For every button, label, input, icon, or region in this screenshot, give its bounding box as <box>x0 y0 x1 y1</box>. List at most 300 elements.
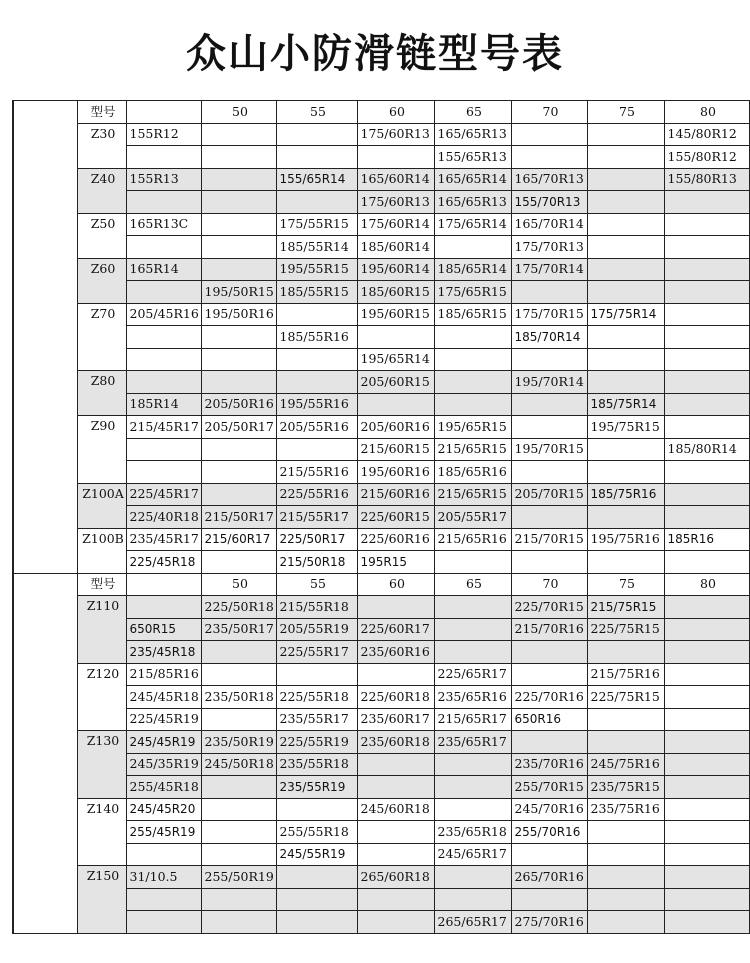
size-cell <box>664 821 749 844</box>
size-cell: 165R14 <box>126 258 201 281</box>
header-cell <box>126 101 201 124</box>
size-cell <box>434 641 511 664</box>
size-cell <box>201 326 276 349</box>
size-cell <box>357 821 434 844</box>
size-cell <box>434 326 511 349</box>
size-cell: 255/45R19 <box>126 821 201 844</box>
size-cell: 225/50R17 <box>276 528 357 551</box>
size-cell <box>664 551 749 574</box>
size-cell: 185/55R15 <box>276 281 357 304</box>
size-cell <box>201 461 276 484</box>
size-cell: 245/45R20 <box>126 798 201 821</box>
size-cell <box>357 888 434 911</box>
size-cell <box>126 146 201 169</box>
size-cell: 175/60R13 <box>357 123 434 146</box>
size-cell: 225/60R17 <box>357 618 434 641</box>
size-cell <box>587 708 664 731</box>
size-cell <box>664 213 749 236</box>
size-cell: 175/65R15 <box>434 281 511 304</box>
table-row <box>13 731 749 754</box>
size-cell <box>664 236 749 259</box>
size-cell <box>434 551 511 574</box>
size-cell: 255/70R15 <box>511 776 587 799</box>
size-cell: 205/55R19 <box>276 618 357 641</box>
size-cell: 165/70R14 <box>511 213 587 236</box>
size-cell <box>587 236 664 259</box>
size-cell <box>276 911 357 934</box>
header-cell: 65 <box>434 101 511 124</box>
size-cell: 225/45R17 <box>126 483 201 506</box>
size-cell <box>357 326 434 349</box>
size-cell <box>126 236 201 259</box>
size-cell: 215/60R16 <box>357 483 434 506</box>
size-cell: 205/50R17 <box>201 416 276 439</box>
size-cell: 245/50R18 <box>201 753 276 776</box>
table-row <box>13 866 749 889</box>
size-cell <box>276 191 357 214</box>
size-cell <box>201 236 276 259</box>
size-cell <box>126 191 201 214</box>
size-cell <box>587 191 664 214</box>
size-cell <box>664 843 749 866</box>
size-cell <box>201 798 276 821</box>
size-cell: 175/60R13 <box>357 191 434 214</box>
header-cell: 60 <box>357 101 434 124</box>
size-cell <box>664 281 749 304</box>
size-cell: 235/55R17 <box>276 708 357 731</box>
size-cell <box>587 371 664 394</box>
size-cell: 175/65R14 <box>434 213 511 236</box>
size-cell: 185/70R14 <box>511 326 587 349</box>
size-cell: 165/60R14 <box>357 168 434 191</box>
size-cell <box>201 483 276 506</box>
size-cell: 235/50R18 <box>201 686 276 709</box>
header-cell: 70 <box>511 573 587 596</box>
size-cell <box>587 506 664 529</box>
size-cell <box>201 708 276 731</box>
table-row <box>13 528 749 551</box>
size-cell: 225/75R15 <box>587 618 664 641</box>
size-cell: 31/10.5 <box>126 866 201 889</box>
size-cell: 185/60R14 <box>357 236 434 259</box>
size-cell: 185/65R15 <box>434 303 511 326</box>
size-cell <box>357 596 434 619</box>
size-cell: 185/65R16 <box>434 461 511 484</box>
size-cell: 175/70R13 <box>511 236 587 259</box>
size-cell <box>587 821 664 844</box>
size-cell <box>126 843 201 866</box>
size-cell <box>587 888 664 911</box>
model-header: 型号 <box>77 101 126 124</box>
size-cell <box>587 281 664 304</box>
size-cell: 195/60R14 <box>357 258 434 281</box>
size-cell: 155/65R13 <box>434 146 511 169</box>
size-cell: 205/45R16 <box>126 303 201 326</box>
model-cell: Z110 <box>77 596 126 664</box>
size-cell: 215/75R16 <box>587 663 664 686</box>
size-cell <box>276 123 357 146</box>
size-cell <box>201 641 276 664</box>
size-cell <box>126 911 201 934</box>
size-cell: 215/65R15 <box>434 483 511 506</box>
size-cell: 195/50R16 <box>201 303 276 326</box>
table-row <box>13 798 749 821</box>
header-row <box>13 101 749 124</box>
header-cell: 80 <box>664 573 749 596</box>
size-cell <box>664 686 749 709</box>
size-cell <box>276 866 357 889</box>
size-cell: 195/70R15 <box>511 438 587 461</box>
size-cell: 275/70R16 <box>511 911 587 934</box>
size-cell <box>587 168 664 191</box>
size-cell: 215/45R17 <box>126 416 201 439</box>
size-cell: 195/70R14 <box>511 371 587 394</box>
size-cell <box>201 258 276 281</box>
size-cell <box>664 798 749 821</box>
size-cell <box>587 213 664 236</box>
size-cell: 255/50R19 <box>201 866 276 889</box>
size-cell <box>587 258 664 281</box>
size-cell <box>664 663 749 686</box>
size-cell <box>511 506 587 529</box>
chain-size-table <box>12 100 750 934</box>
size-cell: 185/55R14 <box>276 236 357 259</box>
table-row <box>13 416 749 439</box>
size-cell: 185R14 <box>126 393 201 416</box>
model-cell: Z40 <box>77 168 126 213</box>
size-cell <box>511 551 587 574</box>
size-cell: 225/40R18 <box>126 506 201 529</box>
size-cell: 205/50R16 <box>201 393 276 416</box>
size-cell: 245/55R19 <box>276 843 357 866</box>
size-cell: 155/70R13 <box>511 191 587 214</box>
size-cell: 255/45R18 <box>126 776 201 799</box>
size-cell <box>201 146 276 169</box>
size-cell <box>664 258 749 281</box>
size-cell <box>434 866 511 889</box>
size-cell <box>664 191 749 214</box>
size-cell <box>664 393 749 416</box>
size-cell <box>126 438 201 461</box>
size-cell: 225/45R18 <box>126 551 201 574</box>
size-cell: 215/60R17 <box>201 528 276 551</box>
size-cell: 175/70R15 <box>511 303 587 326</box>
size-cell: 195/75R15 <box>587 416 664 439</box>
size-cell: 165/65R14 <box>434 168 511 191</box>
model-cell: Z140 <box>77 798 126 866</box>
model-cell: Z120 <box>77 663 126 731</box>
size-cell: 165R13C <box>126 213 201 236</box>
size-cell <box>126 596 201 619</box>
size-cell: 215/75R15 <box>587 596 664 619</box>
size-cell: 235/70R16 <box>511 753 587 776</box>
size-cell: 215/70R16 <box>511 618 587 641</box>
size-cell <box>357 843 434 866</box>
size-cell <box>664 731 749 754</box>
size-cell <box>587 866 664 889</box>
size-cell: 225/70R16 <box>511 686 587 709</box>
size-cell <box>664 326 749 349</box>
size-cell: 195/75R16 <box>587 528 664 551</box>
size-cell <box>664 708 749 731</box>
size-cell: 245/75R16 <box>587 753 664 776</box>
size-cell: 245/65R17 <box>434 843 511 866</box>
size-cell: 185/60R15 <box>357 281 434 304</box>
size-cell: 155R13 <box>126 168 201 191</box>
size-cell: 155/65R14 <box>276 168 357 191</box>
size-cell <box>511 348 587 371</box>
size-cell: 225/55R18 <box>276 686 357 709</box>
size-cell: 235/45R17 <box>126 528 201 551</box>
size-cell: 650R15 <box>126 618 201 641</box>
header-cell: 60 <box>357 573 434 596</box>
size-cell <box>664 596 749 619</box>
side-column <box>13 101 77 574</box>
table-row <box>13 168 749 191</box>
size-cell <box>664 888 749 911</box>
size-cell <box>664 866 749 889</box>
size-cell: 145/80R12 <box>664 123 749 146</box>
size-cell: 265/60R18 <box>357 866 434 889</box>
size-cell <box>511 393 587 416</box>
size-cell: 185/75R16 <box>587 483 664 506</box>
size-cell: 255/55R18 <box>276 821 357 844</box>
table-row <box>13 663 749 686</box>
model-cell: Z90 <box>77 416 126 484</box>
size-cell: 235/50R17 <box>201 618 276 641</box>
size-cell: 195/50R15 <box>201 281 276 304</box>
size-cell <box>587 911 664 934</box>
size-cell <box>664 348 749 371</box>
size-cell <box>126 461 201 484</box>
header-row <box>13 573 749 596</box>
size-cell: 215/65R17 <box>434 708 511 731</box>
size-cell <box>664 506 749 529</box>
size-cell: 245/35R19 <box>126 753 201 776</box>
size-cell: 185R16 <box>664 528 749 551</box>
size-cell <box>276 798 357 821</box>
size-cell: 215/70R15 <box>511 528 587 551</box>
size-cell <box>201 663 276 686</box>
size-cell <box>126 281 201 304</box>
model-cell: Z150 <box>77 866 126 934</box>
size-cell: 175/70R14 <box>511 258 587 281</box>
size-cell: 155/80R12 <box>664 146 749 169</box>
size-cell: 205/60R15 <box>357 371 434 394</box>
size-cell: 185/75R14 <box>587 393 664 416</box>
size-cell <box>511 663 587 686</box>
model-cell: Z60 <box>77 258 126 303</box>
header-cell: 75 <box>587 101 664 124</box>
size-cell <box>664 618 749 641</box>
size-cell: 205/55R16 <box>276 416 357 439</box>
header-cell: 80 <box>664 101 749 124</box>
size-cell: 195R15 <box>357 551 434 574</box>
size-cell <box>126 888 201 911</box>
size-cell <box>511 416 587 439</box>
size-cell <box>276 371 357 394</box>
size-cell: 165/65R13 <box>434 191 511 214</box>
size-cell <box>201 371 276 394</box>
size-cell <box>587 348 664 371</box>
size-cell <box>276 888 357 911</box>
size-cell <box>126 326 201 349</box>
size-cell <box>587 641 664 664</box>
size-cell <box>434 798 511 821</box>
size-cell <box>511 146 587 169</box>
size-cell: 215/65R16 <box>434 528 511 551</box>
table-row <box>13 258 749 281</box>
table-row <box>13 123 749 146</box>
table-row <box>13 596 749 619</box>
size-cell <box>511 641 587 664</box>
size-cell: 235/60R18 <box>357 731 434 754</box>
size-cell <box>276 146 357 169</box>
size-cell <box>511 281 587 304</box>
size-cell <box>587 438 664 461</box>
size-cell: 185/65R14 <box>434 258 511 281</box>
size-cell: 175/75R14 <box>587 303 664 326</box>
size-cell <box>664 641 749 664</box>
size-cell <box>434 596 511 619</box>
size-cell: 225/50R18 <box>201 596 276 619</box>
size-cell: 245/60R18 <box>357 798 434 821</box>
size-cell <box>664 303 749 326</box>
size-cell <box>201 821 276 844</box>
size-cell <box>664 461 749 484</box>
size-cell: 235/65R17 <box>434 731 511 754</box>
size-cell: 175/55R15 <box>276 213 357 236</box>
size-cell: 205/70R15 <box>511 483 587 506</box>
size-cell <box>201 843 276 866</box>
header-cell: 50 <box>201 101 276 124</box>
size-cell: 215/50R17 <box>201 506 276 529</box>
size-cell <box>664 483 749 506</box>
size-cell: 225/45R19 <box>126 708 201 731</box>
side-column <box>13 573 77 933</box>
size-cell: 215/55R17 <box>276 506 357 529</box>
size-cell: 195/55R16 <box>276 393 357 416</box>
size-cell <box>276 348 357 371</box>
size-cell <box>587 731 664 754</box>
size-cell: 235/65R16 <box>434 686 511 709</box>
size-cell <box>511 888 587 911</box>
header-cell <box>126 573 201 596</box>
size-cell: 265/70R16 <box>511 866 587 889</box>
size-cell: 225/60R15 <box>357 506 434 529</box>
size-cell: 650R16 <box>511 708 587 731</box>
size-cell <box>511 731 587 754</box>
size-cell: 195/60R15 <box>357 303 434 326</box>
size-cell <box>434 776 511 799</box>
size-cell: 165/70R13 <box>511 168 587 191</box>
size-cell: 235/55R18 <box>276 753 357 776</box>
size-cell: 155R12 <box>126 123 201 146</box>
size-cell: 225/70R15 <box>511 596 587 619</box>
size-cell <box>434 888 511 911</box>
size-cell <box>434 753 511 776</box>
model-cell: Z50 <box>77 213 126 258</box>
size-cell <box>357 911 434 934</box>
size-cell <box>276 663 357 686</box>
size-cell <box>587 146 664 169</box>
size-cell: 235/55R19 <box>276 776 357 799</box>
model-cell: Z30 <box>77 123 126 168</box>
size-cell <box>511 123 587 146</box>
size-cell: 195/65R15 <box>434 416 511 439</box>
size-cell <box>201 551 276 574</box>
size-cell <box>587 123 664 146</box>
size-cell <box>276 303 357 326</box>
size-cell: 235/75R16 <box>587 798 664 821</box>
size-cell: 185/80R14 <box>664 438 749 461</box>
size-cell <box>587 461 664 484</box>
size-cell <box>434 348 511 371</box>
size-cell <box>201 888 276 911</box>
size-cell: 175/60R14 <box>357 213 434 236</box>
size-cell <box>201 776 276 799</box>
size-cell: 195/65R14 <box>357 348 434 371</box>
size-cell <box>201 911 276 934</box>
size-cell <box>276 438 357 461</box>
size-cell <box>201 123 276 146</box>
size-cell: 245/45R18 <box>126 686 201 709</box>
size-cell <box>201 348 276 371</box>
size-cell <box>587 843 664 866</box>
size-cell <box>357 753 434 776</box>
size-cell: 205/60R16 <box>357 416 434 439</box>
size-cell <box>587 551 664 574</box>
header-cell: 50 <box>201 573 276 596</box>
size-cell <box>126 348 201 371</box>
header-cell: 70 <box>511 101 587 124</box>
size-cell <box>357 146 434 169</box>
size-cell <box>434 236 511 259</box>
size-cell: 215/55R16 <box>276 461 357 484</box>
size-cell: 225/60R16 <box>357 528 434 551</box>
size-cell <box>201 191 276 214</box>
header-cell: 55 <box>276 573 357 596</box>
size-cell: 225/55R16 <box>276 483 357 506</box>
size-cell <box>434 371 511 394</box>
size-cell <box>357 776 434 799</box>
size-cell <box>664 416 749 439</box>
header-cell: 65 <box>434 573 511 596</box>
size-cell <box>511 461 587 484</box>
size-cell <box>201 168 276 191</box>
size-cell: 235/50R19 <box>201 731 276 754</box>
size-cell: 235/65R18 <box>434 821 511 844</box>
size-cell: 195/60R16 <box>357 461 434 484</box>
size-cell <box>664 371 749 394</box>
size-cell: 195/55R15 <box>276 258 357 281</box>
size-cell: 225/55R17 <box>276 641 357 664</box>
size-cell: 235/75R15 <box>587 776 664 799</box>
size-cell <box>434 393 511 416</box>
size-cell <box>201 213 276 236</box>
size-cell: 215/50R18 <box>276 551 357 574</box>
size-cell: 215/65R15 <box>434 438 511 461</box>
size-cell: 235/45R18 <box>126 641 201 664</box>
size-cell <box>664 776 749 799</box>
model-cell: Z70 <box>77 303 126 371</box>
size-cell: 235/60R17 <box>357 708 434 731</box>
size-cell: 245/45R19 <box>126 731 201 754</box>
size-cell: 185/55R16 <box>276 326 357 349</box>
size-cell: 265/65R17 <box>434 911 511 934</box>
size-cell <box>126 371 201 394</box>
header-cell: 75 <box>587 573 664 596</box>
